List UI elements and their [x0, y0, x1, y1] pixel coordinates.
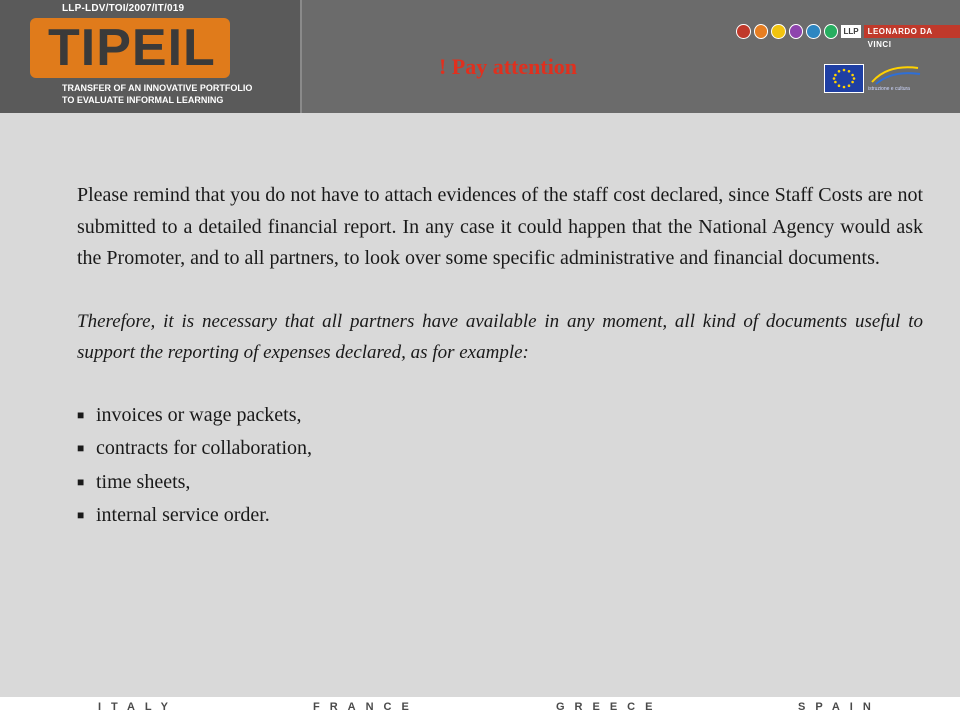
- country-footer: [0, 697, 960, 720]
- documents-paragraph: Therefore, it is necessary that all partners have available in any moment, all kind of documents useful to support the reporting of expenses declared, as for example:: [77, 310, 923, 363]
- llp-dot-icon: [789, 24, 804, 39]
- tagline-line-1: TRANSFER OF AN INNOVATIVE PORTFOLIO: [62, 83, 253, 93]
- eu-flag-icon: [824, 64, 864, 93]
- document-list: [77, 400, 923, 534]
- llp-label: LLP: [843, 26, 859, 36]
- bullet-icon: ■: [77, 474, 85, 489]
- llp-program-logo: [736, 20, 960, 49]
- leonardo-da-vinci-label: LEONARDO DA VINCI: [864, 25, 960, 38]
- list-item: [77, 500, 923, 534]
- llp-dot-icon: [771, 24, 786, 39]
- notice-title: ! Pay attention: [438, 54, 578, 79]
- llp-dot-icon: [754, 24, 769, 39]
- list-item-text: invoices or wage packets,: [96, 403, 302, 426]
- project-code: LLP-LDV/TOI/2007/IT/019: [62, 3, 185, 14]
- slide-content: [77, 180, 923, 534]
- education-culture-caption: istruzione e cultura: [868, 86, 910, 92]
- country-spain: SPAIN: [798, 701, 881, 713]
- staff-cost-paragraph: Please remind that you do not have to attach evidences of the staff cost declared, since Staff Costs are not submitted to a detailed financial report. In any case it could happen that the National Agency would ask the Promoter, and to all partners, to look over some specific administrative and financial documents.: [77, 184, 923, 269]
- country-italy: ITALY: [98, 701, 178, 713]
- list-item-text: time sheets,: [96, 470, 191, 493]
- country-france: FRANCE: [313, 701, 419, 713]
- llp-dot-icon: [736, 24, 751, 39]
- bullet-icon: ■: [77, 441, 85, 455]
- list-item-text: contracts for collaboration,: [96, 437, 313, 459]
- llp-dot-icon: [824, 24, 839, 39]
- bullet-icon: ■: [77, 407, 85, 422]
- project-tagline: [62, 82, 252, 106]
- list-item: [77, 467, 923, 501]
- tipeil-logo-text: TIPEIL: [48, 19, 216, 77]
- slide-header: [0, 0, 960, 113]
- country-greece: GREECE: [556, 701, 663, 713]
- tagline-line-2: TO EVALUATE INFORMAL LEARNING: [62, 95, 224, 105]
- list-item: [77, 433, 923, 467]
- llp-dot-icon: [806, 24, 821, 39]
- list-item: [77, 400, 923, 434]
- list-item-text: internal service order.: [96, 504, 270, 526]
- bullet-icon: ■: [77, 508, 85, 522]
